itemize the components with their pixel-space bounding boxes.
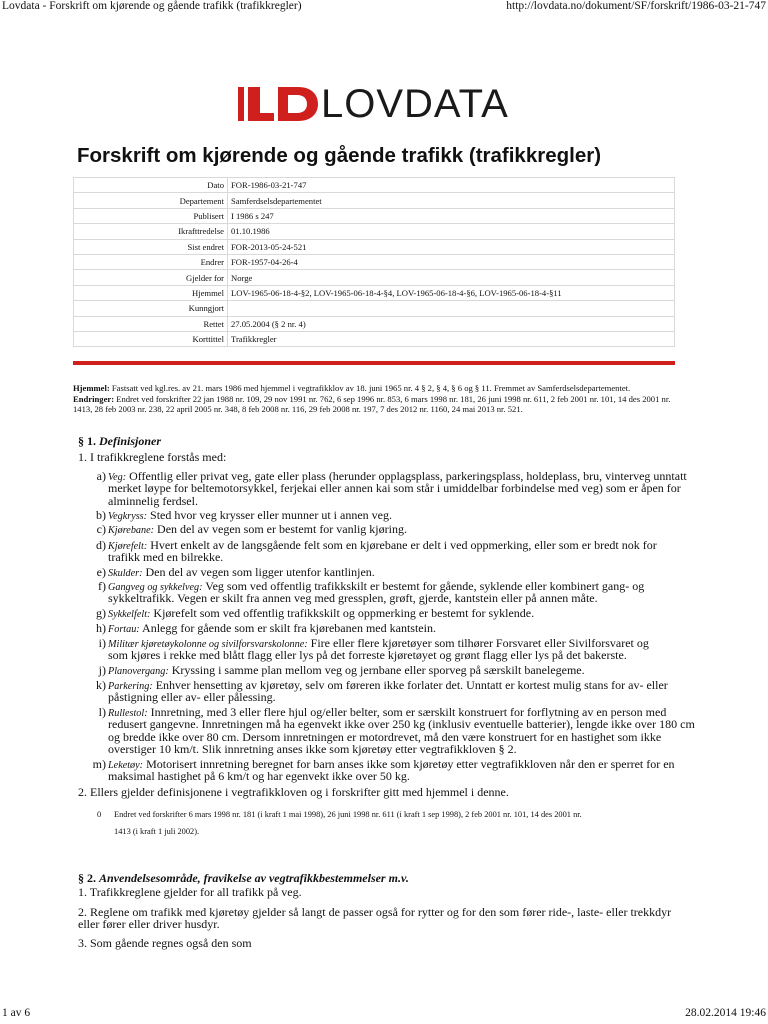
definition-text: maksimal hastighet på 6 km/t og har egenvekt ikke over 50 kg. (108, 769, 410, 784)
metadata-row (74, 239, 675, 254)
print-header-url[interactable]: http://lovdata.no/dokument/SF/forskrift/1986-03-21-747 (506, 0, 766, 12)
section-1-number: § 1. (78, 434, 96, 448)
definition-label: l) (98, 705, 106, 719)
definition-term: Vegkryss: (108, 511, 148, 522)
metadata-value: FOR-2013-05-24-521 (228, 239, 675, 254)
definition-line (108, 523, 407, 537)
print-header-title: Lovdata - Forskrift om kjørende og gående trafikk (trafikkregler) (2, 0, 302, 12)
footnote (114, 806, 582, 840)
definition-term: Fortau: (108, 624, 140, 635)
metadata-key: Gjelder for (74, 270, 228, 285)
metadata-key: Korttittel (74, 331, 228, 346)
lovdata-logo-text: LOVDATA (321, 82, 509, 126)
definition-text: Enhver hensetting av kjøretøy, selv om føreren ikke forlater det. Unntatt er kortest mulig stans for av- eller (152, 678, 668, 692)
definition-label: b) (96, 508, 106, 522)
definition-term: Skulder: (108, 568, 143, 579)
definition-line (108, 691, 276, 703)
metadata-key: Sist endret (74, 239, 228, 254)
metadata-row (74, 285, 675, 300)
definition-text: Den del av vegen som er bestemt for vanlig kjøring. (154, 522, 407, 536)
hjemmel-label: Hjemmel: (73, 383, 110, 393)
definition-label: f) (98, 579, 106, 593)
definition-term: Gangveg og sykkelveg: (108, 582, 203, 593)
section-1-title: Definisjoner (99, 434, 162, 448)
print-timestamp: 28.02.2014 19:46 (685, 1007, 766, 1019)
hjemmel-paragraph (73, 383, 681, 394)
section-2-para-1: 1. Trafikkreglene gjelder for all trafikk på veg. (78, 885, 302, 899)
definition-line (108, 649, 627, 661)
section-2-title: Anvendelsesområde, fravikelse av vegtrafikkbestemmelser m.v. (99, 871, 409, 885)
section-2-para-3: 3. Som gående regnes også den som (78, 936, 252, 950)
definition-text: Motorisert innretning beregnet for barn anses ikke som kjøretøy etter vegtrafikkloven når den er sperret for en (143, 757, 675, 771)
definition-label: k) (96, 678, 106, 692)
metadata-value: LOV-1965-06-18-4-§2, LOV-1965-06-18-4-§4, LOV-1965-06-18-4-§6, LOV-1965-06-18-4-§11 (228, 285, 675, 300)
definition-text: Offentlig eller privat veg, gate eller plass (herunder opplagsplass, parkeringsplass, holdeplass, bru, vinterveg unntatt (126, 469, 687, 483)
metadata-key: Endrer (74, 254, 228, 269)
print-footer (2, 1007, 766, 1023)
definition-label: c) (96, 522, 106, 536)
metadata-key: Departement (74, 193, 228, 208)
definition-label: h) (96, 621, 106, 635)
section-1-heading (78, 434, 161, 449)
metadata-value: FOR-1957-04-26-4 (228, 254, 675, 269)
section-1-intro: 1. I trafikkreglene forstås med: (78, 450, 227, 464)
metadata-value: 01.10.1986 (228, 224, 675, 239)
metadata-table (73, 177, 675, 347)
metadata-key: Rettet (74, 316, 228, 331)
footnote-line: Endret ved forskrifter 6 mars 1998 nr. 181 (i kraft 1 mai 1998), 26 juni 1998 nr. 611 (i kraft 1 sep 1998), 2 feb 2001 nr. 101, 14 des 2001 nr. (114, 810, 582, 819)
definition-line (108, 664, 585, 678)
document-title: Forskrift om kjørende og gående trafikk (trafikkregler) (77, 144, 602, 167)
definition-text: Fire eller flere kjøretøyer som tilhører Forsvaret eller Sivilforsvaret og (307, 636, 649, 650)
metadata-key: Publisert (74, 208, 228, 223)
definition-term: Veg: (108, 472, 127, 483)
definition-label: j) (98, 663, 106, 677)
metadata-row (74, 331, 675, 346)
definition-term: Rullestol: (108, 708, 148, 719)
metadata-row (74, 254, 675, 269)
section-2-heading (78, 871, 409, 886)
legal-basis-notes (73, 383, 681, 415)
footnote-marker: 0 (97, 810, 102, 819)
definition-term: Kjørefelt: (108, 541, 148, 552)
definition-line (108, 607, 534, 621)
definition-text: Veg som ved offentlig trafikkskilt er bestemt for gående, syklende eller kombinert gang- og (202, 579, 645, 593)
definition-label: e) (96, 565, 106, 579)
definition-text: Innretning, med 3 eller flere hjul og/eller belter, som er særskilt konstruert for forflytning av en person med (147, 705, 667, 719)
metadata-value: 27.05.2004 (§ 2 nr. 4) (228, 316, 675, 331)
definition-text: Kjørefelt som ved offentlig trafikkskilt og oppmerking er bestemt for syklende. (150, 606, 535, 620)
print-header (2, 0, 766, 16)
definition-text: Anlegg for gående som er skilt fra kjørebanen med kantstein. (139, 621, 436, 635)
metadata-row (74, 224, 675, 239)
definition-text: overstiger 10 km/t. Slik innretning anses ikke som kjøretøy etter vegtrafikkloven § 2. (108, 741, 517, 756)
lovdata-logo (238, 84, 509, 124)
section-2-number: § 2. (78, 871, 96, 885)
definition-term: Planovergang: (108, 666, 169, 677)
definition-line (108, 770, 410, 782)
metadata-value: FOR-1986-03-21-747 (228, 178, 675, 193)
page-counter: 1 av 6 (2, 1007, 31, 1019)
definition-line (108, 622, 436, 636)
definition-term: Sykkelfelt: (108, 609, 151, 620)
definition-text: Hvert enkelt av de langsgående felt som en kjørebane er delt i ved oppmerking, eller som er bredt nok for (147, 538, 657, 552)
metadata-row (74, 193, 675, 208)
definition-term: Parkering: (108, 681, 153, 692)
section-2-para-2-line: 2. Reglene om trafikk med kjøretøy gjelder så langt de passer også for rytter og for den som fører ride-, laste- eller trekkdyr (78, 905, 672, 919)
definition-term: Militær kjøretøykolonne og sivilforsvarskolonne: (108, 639, 308, 650)
footnote-line: 1413 (i kraft 1 juli 2002). (114, 827, 200, 836)
metadata-key: Dato (74, 178, 228, 193)
definition-text: alminnelig ferdsel. (108, 493, 198, 508)
definition-text: som kjøres i rekke med blått flagg eller lys på det forreste kjøretøyet og grønt flagg eller lys på det bakerste. (108, 648, 627, 663)
metadata-row (74, 301, 675, 316)
definition-term: Leketøy: (108, 760, 144, 771)
definition-text: redusert gangevne. Innretningen må ha egenvekt ikke over 250 kg (inklusiv eventuelle batterier), lengde ikke over 180 cm (108, 717, 695, 732)
definition-term: Kjørebane: (108, 525, 155, 536)
metadata-key: Ikrafttredelse (74, 224, 228, 239)
definition-label: a) (96, 469, 106, 483)
metadata-key: Hjemmel (74, 285, 228, 300)
metadata-value (228, 301, 675, 316)
endringer-paragraph (73, 394, 681, 415)
metadata-row (74, 208, 675, 223)
definition-text: trafikk med en bilrekke. (108, 550, 224, 565)
metadata-row (74, 178, 675, 193)
definition-text: Kryssing i samme plan mellom veg og jernbane eller sporveg på særskilt banelegeme. (168, 663, 585, 677)
definition-text: og bredde ikke over 80 cm. Dersom innretningen er motordrevet, må den være konstruert for en hastighet som ikke (108, 729, 662, 744)
definition-line (108, 592, 598, 604)
definition-text: Sted hvor veg krysser eller munner ut i annen veg. (147, 508, 392, 522)
definition-text: Den del av vegen som ligger utenfor kantlinjen. (142, 565, 375, 579)
hjemmel-text: Fastsatt ved kgl.res. av 21. mars 1986 med hjemmel i vegtrafikklov av 18. juni 1965 nr. 4 § 2, § 4, § 6 og § 11. Fremmet av Samferdselsdepartementet. (109, 383, 631, 393)
section-2-para-2-line: eller fører eller driver husdyr. (78, 917, 220, 932)
endringer-text: Endret ved forskrifter 22 jan 1988 nr. 109, 29 nov 1991 nr. 762, 6 sep 1996 nr. 853, 6 mars 1998 nr. 181, 26 juni 1998 nr. 611, 2 feb 2001 nr. 101, 14 des 2001 nr. 1413, 28 feb 2003 nr. 238, 22 april 2005 nr. 348, 8 feb 2008 nr. 116, 29 feb 2008 nr. 197, 7 des 2012 nr. 1160, 24 mai 2013 nr. 521. (73, 393, 671, 415)
definition-text: sykkeltrafikk. Vegen er skilt fra annen veg med gressplen, grøft, gjerde, kantstein eller på annen måte. (108, 591, 598, 606)
metadata-key: Kunngjort (74, 301, 228, 316)
definition-text: merket løype for beltemotorsykkel, ferjekai eller annen kai som står i umiddelbar forbindelse med veg) som er åpen for (108, 481, 681, 496)
metadata-value: Trafikkregler (228, 331, 675, 346)
metadata-row (74, 270, 675, 285)
metadata-value: Norge (228, 270, 675, 285)
definition-label: d) (96, 538, 106, 552)
definition-label: m) (92, 757, 106, 771)
definition-line (108, 495, 198, 507)
red-divider (73, 361, 675, 365)
section-1-para-2: 2. Ellers gjelder definisjonene i vegtrafikkloven og i forskrifter gitt med hjemmel i denne. (78, 785, 509, 799)
definition-line (108, 743, 517, 755)
definition-label: g) (96, 606, 106, 620)
definition-line (108, 551, 223, 563)
metadata-value: Samferdselsdepartementet (228, 193, 675, 208)
lovdata-logo-mark (238, 85, 318, 123)
metadata-value: I 1986 s 247 (228, 208, 675, 223)
metadata-row (74, 316, 675, 331)
endringer-label: Endringer: (73, 393, 115, 404)
definition-text: påstigning eller av- eller pålessing. (108, 690, 276, 705)
section-2-para-2 (78, 906, 671, 931)
definition-label: i) (98, 636, 106, 650)
